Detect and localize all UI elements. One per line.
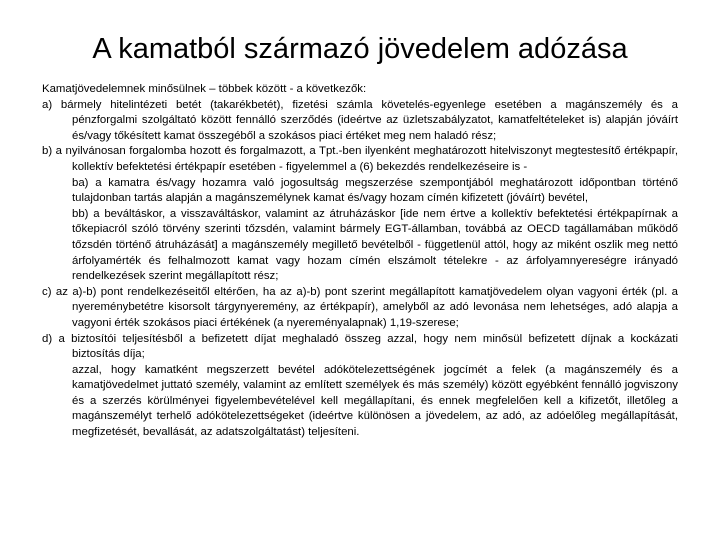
slide-body [42, 82, 678, 441]
item-c: c) az a)-b) pont rendelkezéseitől eltérően, ha az a)-b) pont szerint megállapított kamatjövedelem olyan vagyoni érték (pl. a nyereménybetétre kisorsolt tárgynyeremény, az értékpapír), amelyből az adó levonása nem lehetséges, adó alapja a vagyoni érték szokásos piaci értékének (a nyereményalapnak) 1,19-szerese; [42, 285, 678, 329]
item-b: b) a nyilvánosan forgalomba hozott és forgalmazott, a Tpt.-ben ilyenként meghatározott hitelviszonyt megtestesítő értékpapír, kollektív befektetési értékpapír esetében - figyelemmel a (6) bekezdés rendelkezéseire is - [42, 145, 678, 173]
item-a: a) bármely hitelintézeti betét (takarékbetét), fizetési számla követelés-egyenlege esetében a magánszemély és a pénzforgalmi szolgáltató között fennálló szerződés (ideértve az üzletszabályzatot, kamatfeltételeket is) alapján jóváírt és/vagy tőkésített kamat összegéből a szokásos piaci értéket meg nem haladó rész; [42, 98, 678, 142]
item-bb: bb) a beváltáskor, a visszaváltáskor, valamint az átruházáskor [ide nem értve a kollektív befektetési értékpapírnak a tőkepiacról szóló törvény szerinti tőzsdén, valamint bármely EGT-államban, továbbá az OECD tagállamában működő tőzsdén történő átruházását] a magánszemély megillető bevételből - függetlenül attól, hogy az miként oszlik meg nettó árfolyamérték és felhalmozott kamat vagy hozam címén elszámolt tételekre - az árfolyamnyereségre irányadó rendelkezések szerint megállapított rész; [72, 207, 678, 283]
item-d: d) a biztosítói teljesítésből a befizetett díjat meghaladó összeg azzal, hogy nem minősül befizetett díjnak a kockázati biztosítás díja; [42, 332, 678, 361]
closing-paragraph: azzal, hogy kamatként megszerzett bevétel adókötelezettségének jogcímét a felek (a magánszemély és a kamatjövedelmet juttató személy, valamint az említett személyek és más személy) között egyébként fennálló jogviszony és a szerzés körülményei figyelembevételével kell megállapítani, és ennek megfelelően kell a kifizetőt, illetőleg a magánszemélyt terhelő adókötelezettségeket (ideértve különösen a jövedelem, az adó, az adóelőleg megállapítását, megfizetését, bevallását, az adatszolgáltatást) teljesíteni. [72, 363, 678, 439]
slide-title: A kamatból származó jövedelem adózása [92, 33, 628, 65]
intro-text: Kamatjövedelemnek minősülnek – többek között - a következők: [42, 83, 367, 95]
item-ba: ba) a kamatra és/vagy hozamra való jogosultság megszerzése szempontjából meghatározott időpontban történő tulajdonban tartás alapján a magánszemélynek kamat és/vagy hozam címén kifizetett (jóváírt) bevétel, [72, 176, 678, 205]
